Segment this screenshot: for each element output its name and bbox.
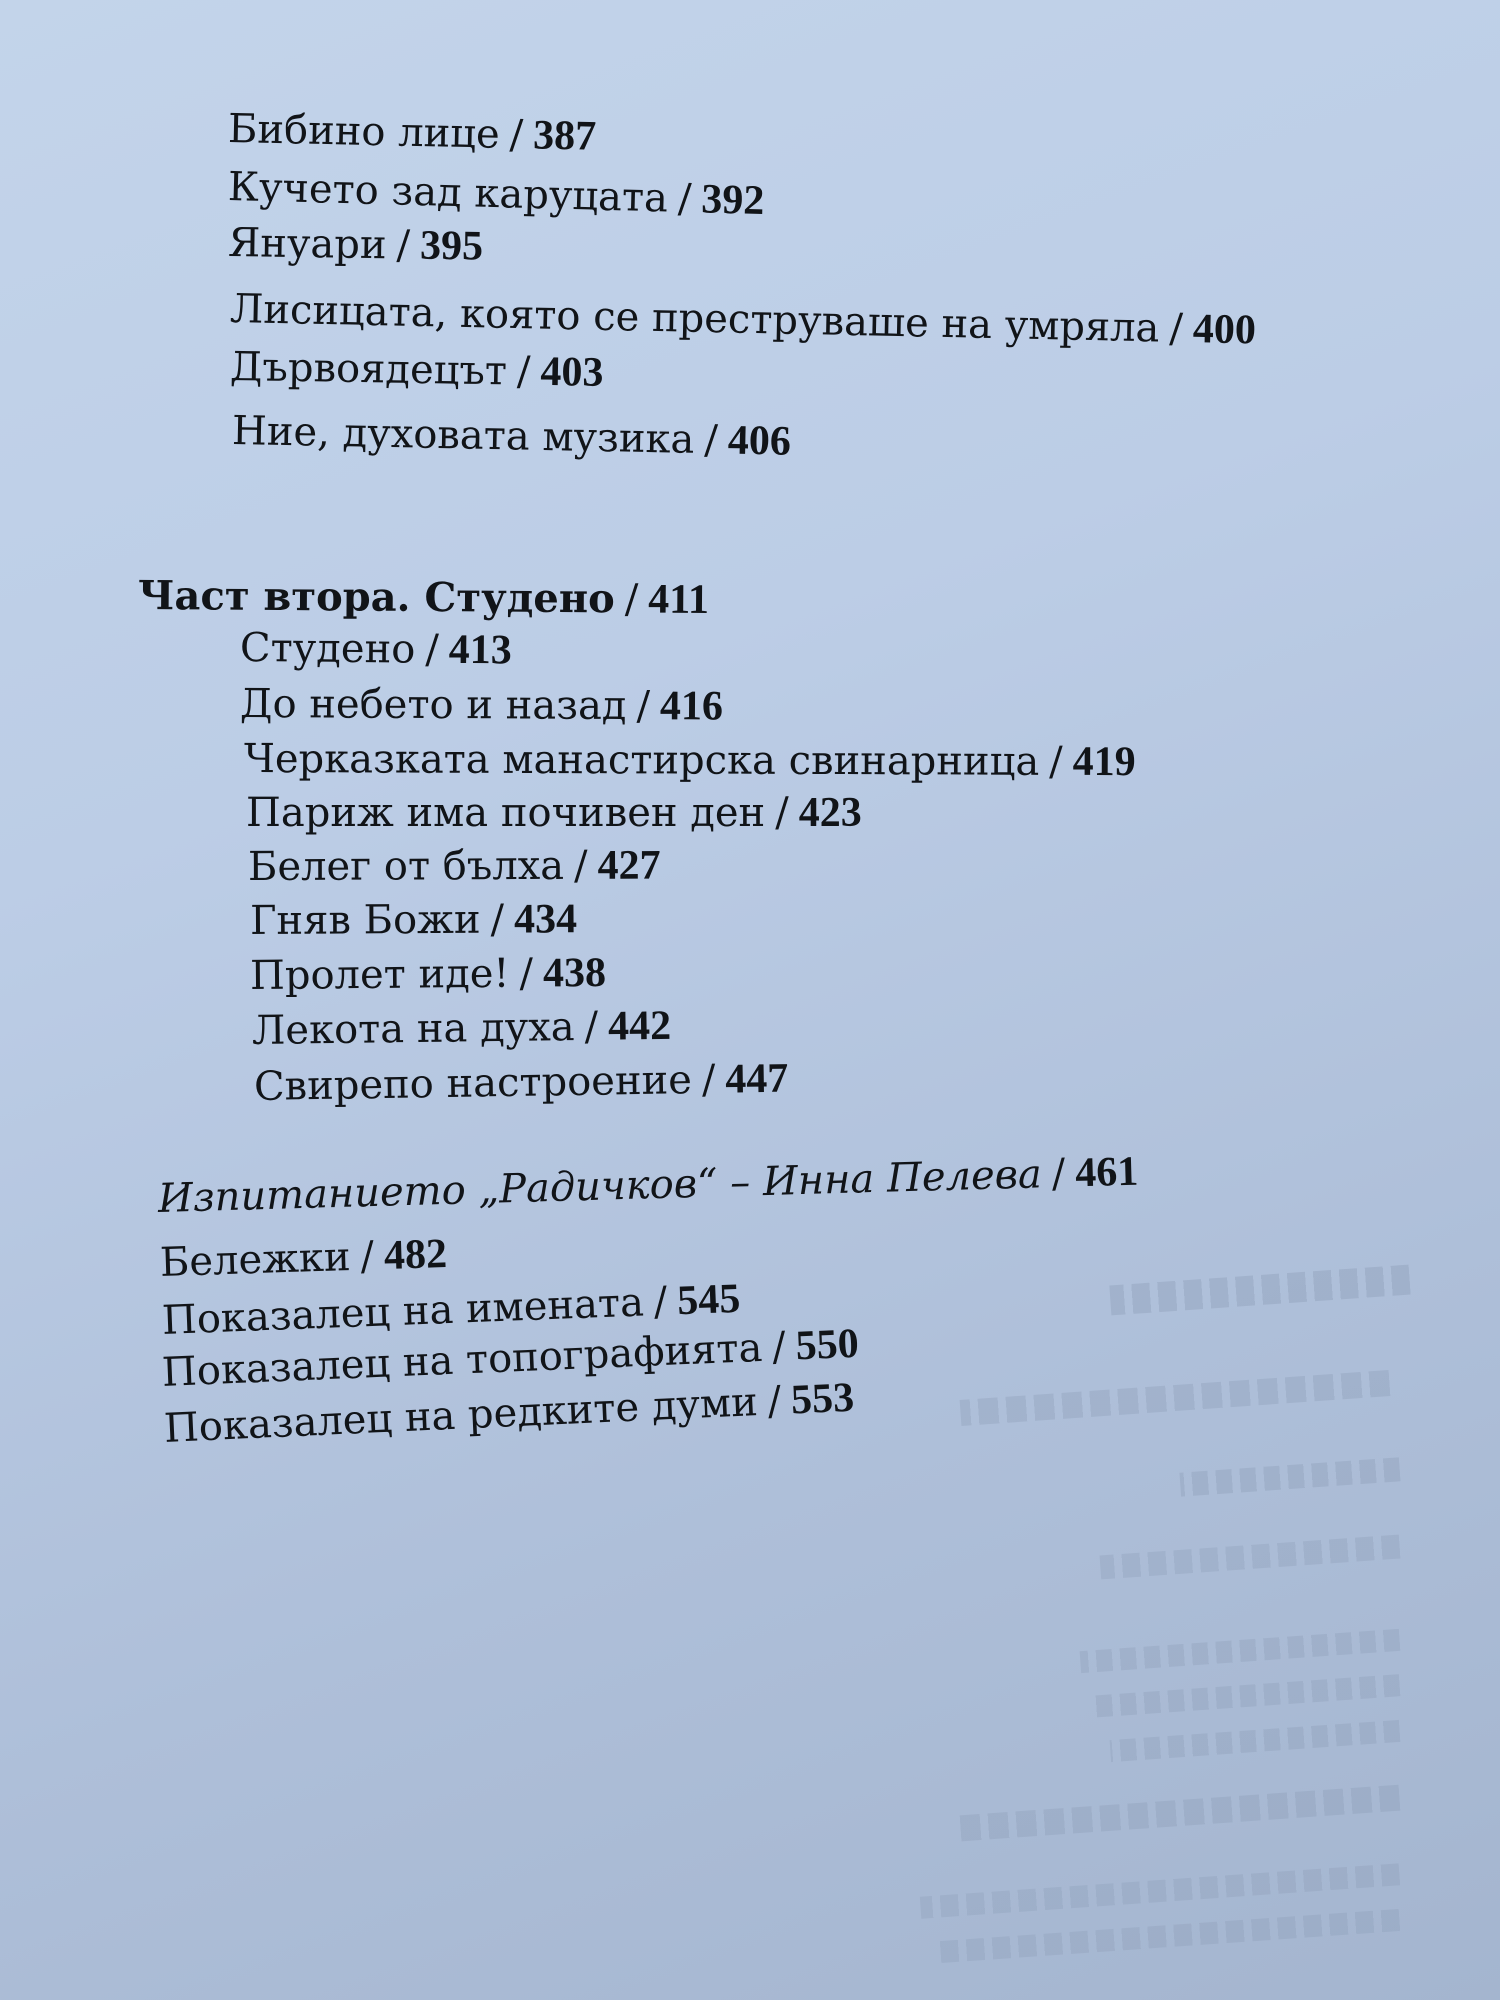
toc-page-number: 416 [659,683,724,730]
reverse-side-show-through [920,1863,1400,1918]
toc-entry [227,164,765,225]
toc-separator: / [775,790,789,836]
toc-entry-title: Януари [227,220,387,269]
reverse-side-show-through [1179,1457,1400,1496]
toc-entry-title: Показалец на имената [161,1279,645,1344]
reverse-side-show-through [1100,1535,1401,1580]
toc-entry [247,842,661,890]
toc-separator: / [1168,305,1184,352]
toc-separator: / [1049,738,1063,785]
toc-page-number: 434 [513,896,578,943]
reverse-side-show-through [1109,1265,1410,1316]
toc-entry [251,1002,672,1054]
toc-entry [239,625,512,674]
toc-entry-title: Кучето зад каруцата [227,164,669,222]
toc-entry-title: Черказката манастирска свинарница [243,736,1040,785]
toc-separator: / [771,1323,787,1371]
toc-entry [243,736,1136,786]
toc-entry [240,683,723,728]
toc-page-number: 442 [607,1002,672,1050]
toc-page-number: 447 [724,1055,789,1103]
toc-separator: / [624,576,639,623]
toc-entry-title: Показалец на редките думи [162,1379,759,1452]
toc-entry-title: Бибино лице [227,106,501,158]
toc-page-number: 411 [648,576,710,623]
toc-page-number: 545 [676,1275,742,1325]
toc-entry [232,410,792,463]
toc-page-number: 461 [1074,1148,1139,1197]
toc-separator: / [509,111,524,159]
toc-entry-title: До небето и назад [239,681,627,730]
toc-entry [228,222,484,268]
reverse-side-show-through [1110,1720,1401,1762]
toc-page-number: 482 [383,1230,448,1279]
toc-page-number: 423 [798,790,862,836]
toc-separator: / [677,175,693,223]
toc-page-number: 427 [597,842,661,889]
toc-entry-title: Гняв Божи [249,896,481,944]
toc-separator: / [516,348,531,395]
toc-page-number: 413 [448,626,512,674]
toc-separator: / [519,950,534,997]
toc-entry [253,1055,789,1110]
toc-entry-title: Бележки [159,1234,352,1286]
toc-part-heading [137,572,710,623]
toc-page-number: 395 [419,222,484,270]
toc-page-number: 387 [532,112,597,160]
toc-page-number: 403 [540,348,604,396]
toc-page-number: 392 [700,176,765,225]
toc-afterword-entry [157,1148,1139,1222]
toc-entry [249,949,607,999]
toc-separator: / [636,683,651,730]
toc-entry-title: Студено [239,625,416,673]
toc-separator: / [359,1233,375,1280]
toc-entry [159,1230,448,1286]
toc-entry-title: Част втора. Студено [137,572,615,623]
reverse-side-show-through [1080,1629,1401,1673]
toc-separator: / [574,842,588,889]
toc-entry-title: Пролет иде! [249,950,510,999]
toc-separator: / [396,222,411,269]
toc-separator: / [425,626,439,673]
toc-page-number: 553 [790,1374,856,1424]
reverse-side-show-through [940,1909,1400,1963]
toc-page-number: 400 [1192,306,1257,354]
toc-page-number: 406 [727,417,792,465]
toc-separator: / [1051,1150,1066,1198]
toc-entry-title: Дървоядецът [229,344,508,395]
toc-separator: / [584,1003,599,1050]
toc-entry-title: Лекота на духа [251,1004,575,1054]
toc-entry-title: Свирепо настроение [253,1057,693,1110]
toc-separator: / [490,896,505,943]
toc-page-number: 438 [542,949,607,997]
toc-page-number: 550 [794,1320,860,1370]
reverse-side-show-through [960,1785,1401,1842]
toc-entry-title: Париж има почивен ден [246,790,766,836]
toc-entry-title: Лисицата, която се преструваше на умряла [229,286,1160,352]
toc-entry [250,898,577,942]
toc-separator: / [701,1056,716,1103]
toc-entry-title: Ние, духовата музика [231,408,695,463]
toc-entry-title: Изпитанието „Радичков“ – Инна Пелева [157,1151,1043,1222]
toc-entry-title: Показалец на топографията [161,1324,764,1396]
reverse-side-show-through [960,1370,1391,1426]
toc-entry [228,108,597,158]
toc-separator: / [703,417,719,464]
toc-entry [229,286,1257,354]
toc-separator: / [766,1378,783,1425]
toc-entry [246,792,862,834]
toc-entry-title: Белег от бълха [247,842,565,890]
toc-page-number: 419 [1072,738,1136,786]
toc-entry [230,346,604,394]
reverse-side-show-through [1090,1674,1401,1718]
toc-separator: / [652,1278,669,1326]
